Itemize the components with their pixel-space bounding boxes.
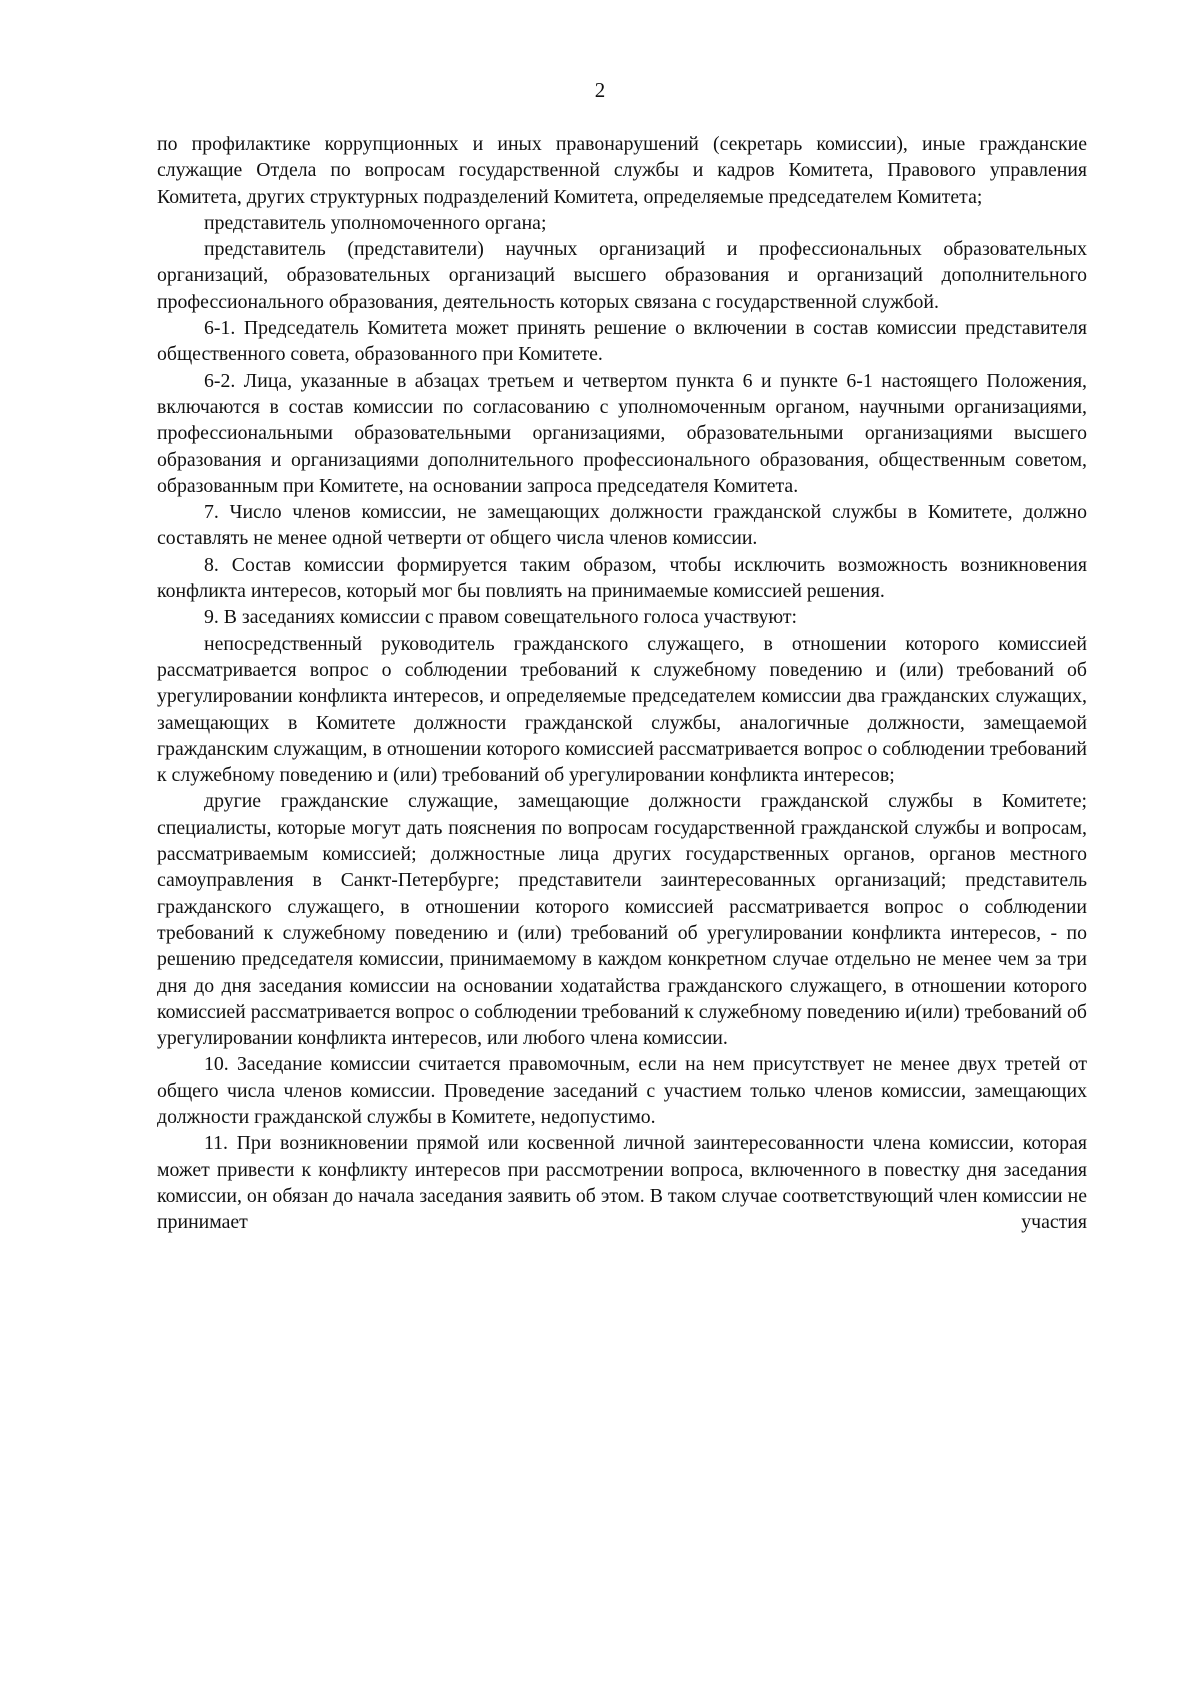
paragraph-clause-7: 7. Число членов комиссии, не замещающих должности гражданской службы в Комитете, должно составлять не менее одной четверти от общего числа членов комиссии.: [157, 501, 1087, 550]
page-number: 2: [594, 78, 606, 102]
paragraph-clause-9: 9. В заседаниях комиссии с правом совещательного голоса участвуют:: [204, 606, 798, 629]
paragraph-clause-8: 8. Состав комиссии формируется таким образом, чтобы исключить возможность возникновения конфликта интересов, который мог бы повлиять на принимаемые комиссией решения.: [157, 553, 1087, 603]
paragraph-clause-10: 10. Заседание комиссии считается правомочным, если на нем присутствует не менее двух третей от общего числа членов комиссии. Проведение заседаний с участием только членов комиссии, замещающих должности гражданской службы в Комитете, недопустимо.: [157, 1053, 1087, 1128]
paragraph-authorized-body-representative: представитель уполномоченного органа;: [204, 211, 547, 234]
paragraph-scientific-organizations-representative: представитель (представители) научных организаций и профессиональных образовательных организаций, образовательных организаций высшего образования и организаций дополнительного профессионального образования, деятельность которых связана с государственной службой.: [157, 238, 1087, 313]
paragraph-other-civil-servants: другие гражданские служащие, замещающие должности гражданской службы в Комитете; специалисты, которые могут дать пояснения по вопросам государственной гражданской службы и вопросам, рассматриваемым комиссией; должностные лица других государственных органов, органов местного самоуправления в Санкт-Петербурге; представители заинтересованных организаций; представитель гражданского служащего, в отношении которого комиссией рассматривается вопрос о соблюдении требований к служебному поведению и (или) требований об урегулировании конфликта интересов, - по решению председателя комиссии, принимаемому в каждом конкретном случае отдельно не менее чем за три дня до дня заседания комиссии на основании ходатайства гражданского служащего, в отношении которого комиссией рассматривается вопрос о соблюдении требований к служебному поведению и(или) требований об урегулировании конфликта интересов, или любого члена комиссии.: [157, 790, 1087, 1050]
paragraph-clause-6-2: 6-2. Лица, указанные в абзацах третьем и четвертом пункта 6 и пункте 6-1 настоящего Положения, включаются в состав комиссии по согласованию с уполномоченным органом, научными организациями, профессиональными образовательными организациями, образовательными организациями высшего образования и организациями дополнительного профессионального образования, общественным советом, образованным при Комитете, на основании запроса председателя Комитета.: [157, 369, 1087, 497]
paragraph-clause-11: 11. При возникновении прямой или косвенной личной заинтересованности члена комиссии, которая может привести к конфликту интересов при рассмотрении вопроса, включенного в повестку дня заседания комиссии, он обязан до начала заседания заявить об этом. В таком случае соответствующий член комиссии не принимает участия: [157, 1132, 1087, 1234]
paragraph-commission-members-continued: по профилактике коррупционных и иных правонарушений (секретарь комиссии), иные гражданские служащие Отдела по вопросам государственной службы и кадров Комитета, Правового управления Комитета, других структурных подразделений Комитета, определяемые председателем Комитета;: [157, 133, 1087, 208]
paragraph-direct-supervisor: непосредственный руководитель гражданского служащего, в отношении которого комиссией рассматривается вопрос о соблюдении требований к служебному поведению и (или) требований об урегулировании конфликта интересов, и определяемые председателем комиссии два гражданских служащих, замещающих в Комитете должности гражданской службы, аналогичные должности, замещаемой гражданским служащим, в отношении которого комиссией рассматривается вопрос о соблюдении требований к служебному поведению и (или) требований об урегулировании конфликта интересов;: [157, 632, 1087, 787]
paragraph-clause-6-1: 6-1. Председатель Комитета может принять решение о включении в состав комиссии представителя общественного совета, образованного при Комитете.: [157, 317, 1087, 366]
document-body: [157, 131, 1087, 1235]
